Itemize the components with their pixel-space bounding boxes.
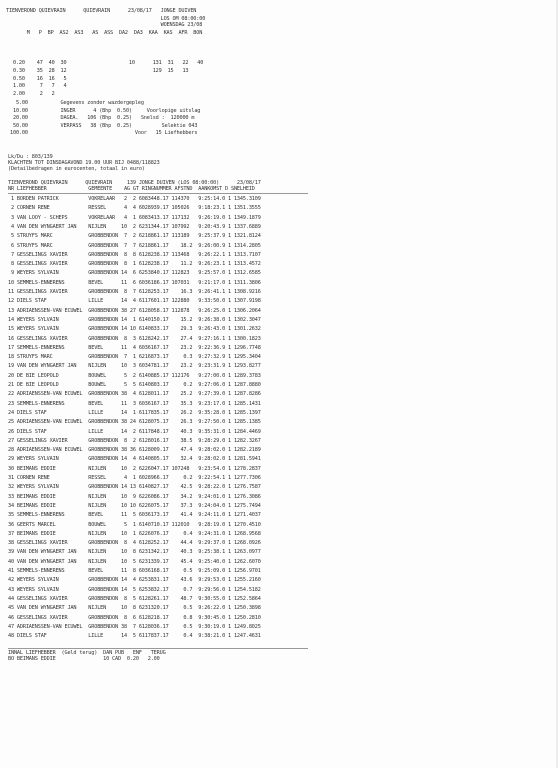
table-row: 27 GESSELINGS XAVIER GROBBENDON 8 2 6128016.17 38.5 9:28:29.0 1 1282.3267: [8, 437, 261, 444]
table-row: 8 GESSELINGS XAVIER GROBBENDON 8 1 6128238.17 11.2 9:26:23.1 1 1313.4572: [8, 261, 261, 268]
summary-row: 10.00 INGER 4 (Bhp 0.50) Voorlopige uitslag: [10, 107, 201, 114]
table-row: 41 SEMMELS-ENNERENS BEVEL 11 8 6036168.17 0.5 9:25:09.0 1 1256.9701: [8, 568, 261, 574]
table-row: 30 BEIMANS EDDIE NIJLEN 10 2 6226047.17 107248 9:23:54.0 1 1278.2837: [8, 465, 261, 472]
table-row: 16 GESSELINGS XAVIER GROBBENDON 8 3 6128242.17 27.4 9:27:16.1 1 1300.1823: [8, 335, 261, 342]
table-row: 5 STRUYFS MARC GROBBENDON 7 2 6218861.17 113189 9:25:37.9 1 1321.8124: [8, 233, 261, 240]
stake-row: 2.00 2 2: [10, 91, 55, 98]
header-day: WOENSDAG 23/08: [6, 22, 203, 28]
table-row: 44 GESSELINGS XAVIER GROBBENDON 8 5 6128261.17 48.7 9:30:55.0 1 1252.5864: [8, 595, 261, 602]
complaints-notice: KLACHTEN TOT DINSDAGAVOND 19.00 UUR BIJ 0488/118823: [8, 160, 160, 166]
table-row: 6 STRUYFS MARC GROBBENDON 7 7 6218861.17 18.2 9:26:00.9 1 1314.2805: [8, 242, 261, 249]
table-row: 33 BEIMANS EDDIE NIJLEN 10 9 6226086.17 34.2 9:24:01.0 1 1276.3086: [8, 493, 261, 500]
table-row: 20 DE BIE LEOPOLD BOUWEL 5 2 6140885.17 112176 9:27:00.0 1 1289.3783: [8, 372, 261, 379]
header-club-line: TIENVEROND QUIEVRAIN QUIEVRAIN 23/08/17 JONGE DUIVEN: [6, 8, 197, 14]
results-column-headers: NR LIEFHEBBER GEMEENTE AG GT RINGNUMMER AFSTND AANKOMST D SNELHEID: [8, 186, 255, 192]
table-row: 45 VAN DEN WYNGAERT JAN NIJLEN 10 8 6231320.17 0.5 9:26:22.0 1 1250.3898: [8, 605, 261, 612]
table-row: 14 WEYERS SYLVAIN GROBBENDON 14 1 6140150.17 15.2 9:26:38.0 1 1302.3047: [8, 316, 261, 323]
stake-columns: M P BP AS2 AS3 AS ASS DA2 DA3 KAA KAS AFR BON: [6, 30, 203, 36]
table-row: 26 DIELS STAF LILLE 14 2 6117848.17 40.3 9:35:31.0 1 1284.4469: [8, 428, 261, 435]
summary-row: 5.00 Gegevens zonder wazdergepleg: [10, 100, 144, 106]
table-row: 1 BORDEN PATRICK VOKRELAAR 2 2 6083448.17 114370 9:25:14.0 1 1345.3109: [8, 196, 261, 202]
table-row: 40 VAN DEN WYNGAERT JAN NIJLEN 10 5 6231339.17 45.4 9:25:40.0 1 1262.6070: [8, 558, 261, 565]
table-row: 36 GEERTS MARCEL BOUWEL 5 1 6140710.17 112010 9:28:19.0 1 1270.4510: [8, 521, 261, 528]
currency-notice: (Detailbedragen in eurocenten, totaal in euro): [8, 166, 145, 172]
table-row: 43 WEYERS SYLVAIN GROBBENDON 14 5 6253832.17 0.7 9:29:56.0 1 1254.5182: [8, 586, 261, 593]
totals-row: BO BEIMANS EDDIE 10 CAD 0.20 2.00: [8, 656, 160, 662]
totals-header: INNAL LIEFHEBBER (Geld terug) DAN PUB ENF TERUG: [8, 650, 166, 656]
table-row: 3 VAN LOOY - SCHEPS VOKRELAAR 4 1 6083413.17 117132 9:26:19.0 1 1349.1879: [8, 214, 261, 221]
table-row: 34 BEIMANS EDDIE NIJLEN 10 10 6226075.17 37.3 9:24:04.0 1 1275.7494: [8, 502, 261, 509]
results-title: TIENVEROND QUIEVRAIN QUIEVRAIN 139 JONGE DUIVEN (LOS 08:00:00) 23/08/17: [8, 180, 261, 186]
stake-row: 0.20 47 40 30 10 131 31 22 40: [10, 60, 204, 66]
table-row: 31 CORNEN RENE RESSEL 4 1 6028966.17 0.2 9:22:54.1 1 1277.7306: [8, 475, 261, 481]
table-row: 47 ADRIAENSSEN-VAN ECUWEL GROBBENDON 38 7 6128036.17 0.5 9:30:19.0 1 1249.8025: [8, 623, 261, 630]
table-row: 35 SEMMELS-ENNERENS BEVEL 11 5 6036173.17 41.4 9:24:11.0 1 1271.4037: [8, 512, 261, 519]
table-row: 38 GESSELINGS XAVIER GROBBENDON 8 4 6128252.17 44.4 9:29:37.0 1 1268.0926: [8, 540, 261, 547]
table-row: 18 STRUYFS MARC GROBBENDON 7 1 6216873.17 0.3 9:27:32.9 1 1295.3404: [8, 354, 261, 361]
table-row: 17 SEMMELS-ENNERENS BEVEL 11 4 6036167.17 23.2 9:22:36.9 1 1296.7748: [8, 344, 261, 351]
table-row: 2 CORNEN RENE RESSEL 4 4 6028939.17 105026 9:18:23.1 1 1351.3555: [8, 205, 261, 212]
table-row: 21 DE BIE LEOPOLD BOUWEL 5 5 6140803.17 0.2 9:27:06.0 1 1287.8880: [8, 382, 261, 388]
totals-divider: [8, 648, 308, 649]
table-row: 22 ADRIAENSSEN-VAN ECUWEL GROBBENDON 38 4 6128011.17 25.2 9:27:39.0 1 1287.8286: [8, 391, 261, 398]
table-row: 4 VAN DEN WYNGAERT JAN NIJLEN 10 2 6231344.17 107992 9:20:43.9 1 1337.6889: [8, 223, 261, 230]
table-row: 13 ADRIAENSSEN-VAN ECUWEL GROBBENDON 38 27 6128058.17 112878 9:26:25.0 1 1306.2064: [8, 307, 261, 314]
table-row: 19 VAN DEN WYNGAERT JAN NIJLEN 10 3 6034781.17 23.2 9:23:31.9 1 1293.8277: [8, 363, 261, 370]
stake-row: 0.50 16 16 5: [10, 75, 67, 82]
summary-row: 20.00 DAGEA. 106 (Bhp 0.25) Snelsd : 120000 m: [10, 115, 195, 122]
table-row: 48 DIELS STAF LILLE 14 5 6117837.17 0.4 9:38:21.0 1 1247.4631: [8, 633, 261, 640]
table-row: 42 WEYERS SYLVAIN GROBBENDON 14 4 6253831.17 43.6 9:29:53.0 1 1255.2160: [8, 577, 261, 584]
table-row: 15 WEYERS SYLVAIN GROBBENDON 14 10 6140833.17 29.3 9:26:43.0 1 1301.2632: [8, 326, 261, 333]
table-row: 28 ADRIAENSSEN-VAN ECUWEL GROBBENDON 38 36 6128009.17 47.4 9:28:02.0 1 1282.2189: [8, 447, 261, 454]
header-release-time: LOS OM 08:00:00: [6, 16, 206, 22]
table-row: 7 GESSELINGS XAVIER GROBBENDON 8 8 6128238.17 113468 9:26:22.1 1 1313.7107: [8, 251, 261, 258]
table-row: 29 WEYERS SYLVAIN GROBBENDON 14 4 6140805.17 32.4 9:28:02.0 1 1281.5941: [8, 456, 261, 463]
table-row: 12 DIELS STAF LILLE 14 4 6117601.17 122880 9:33:50.0 1 1307.9198: [8, 298, 261, 305]
table-row: 23 SEMMELS-ENNERENS BEVEL 11 3 6036167.17 35.3 9:23:17.0 1 1285.1431: [8, 400, 261, 407]
table-row: 37 BEIMANS EDDIE NIJLEN 10 1 6226076.17 0.4 9:24:31.0 1 1268.9568: [8, 530, 261, 537]
stake-row: 0.30 35 28 12 129 15 13: [10, 67, 189, 74]
table-row: 10 SEMMELS-ENNERENS BEVEL 11 6 6036186.17 107031 9:21:17.0 1 1311.3806: [8, 279, 261, 286]
table-row: 24 DIELS STAF LILLE 14 1 6117835.17 26.2 9:35:28.0 1 1285.1397: [8, 409, 261, 416]
summary-row: 50.00 VERPASS 38 (Bhp 0.25) Selektie 043: [10, 122, 198, 129]
header-divider: [8, 193, 308, 194]
table-row: 39 VAN DEN WYNGAERT JAN NIJLEN 10 8 6231342.17 40.3 9:25:38.1 1 1263.0977: [8, 549, 261, 556]
lk-du-line: Lk/Du : 803/139: [8, 154, 53, 160]
table-row: 9 WEYERS SYLVAIN GROBBENDON 14 6 6253840.17 112823 9:25:57.0 1 1312.6585: [8, 270, 261, 277]
table-row: 11 GESSELINGS XAVIER GROBBENDON 8 7 6128253.17 16.3 9:26:41.1 1 1308.9216: [8, 289, 261, 295]
stake-row: 1.00 7 7 4: [10, 83, 67, 90]
summary-row: 100.00 Voor 15 Liefhebbers: [10, 130, 198, 137]
table-row: 46 GESSELINGS XAVIER GROBBENDON 8 6 6128218.17 0.8 9:30:45.0 1 1250.2810: [8, 614, 261, 621]
table-row: 25 ADRIAENSSEN-VAN ECUWEL GROBBENDON 38 24 6128075.17 26.3 9:27:50.0 1 1285.1385: [8, 419, 261, 426]
table-row: 32 WEYERS SYLVAIN GROBBENDON 14 13 6140827.17 42.5 9:28:22.0 1 1276.7587: [8, 484, 261, 491]
